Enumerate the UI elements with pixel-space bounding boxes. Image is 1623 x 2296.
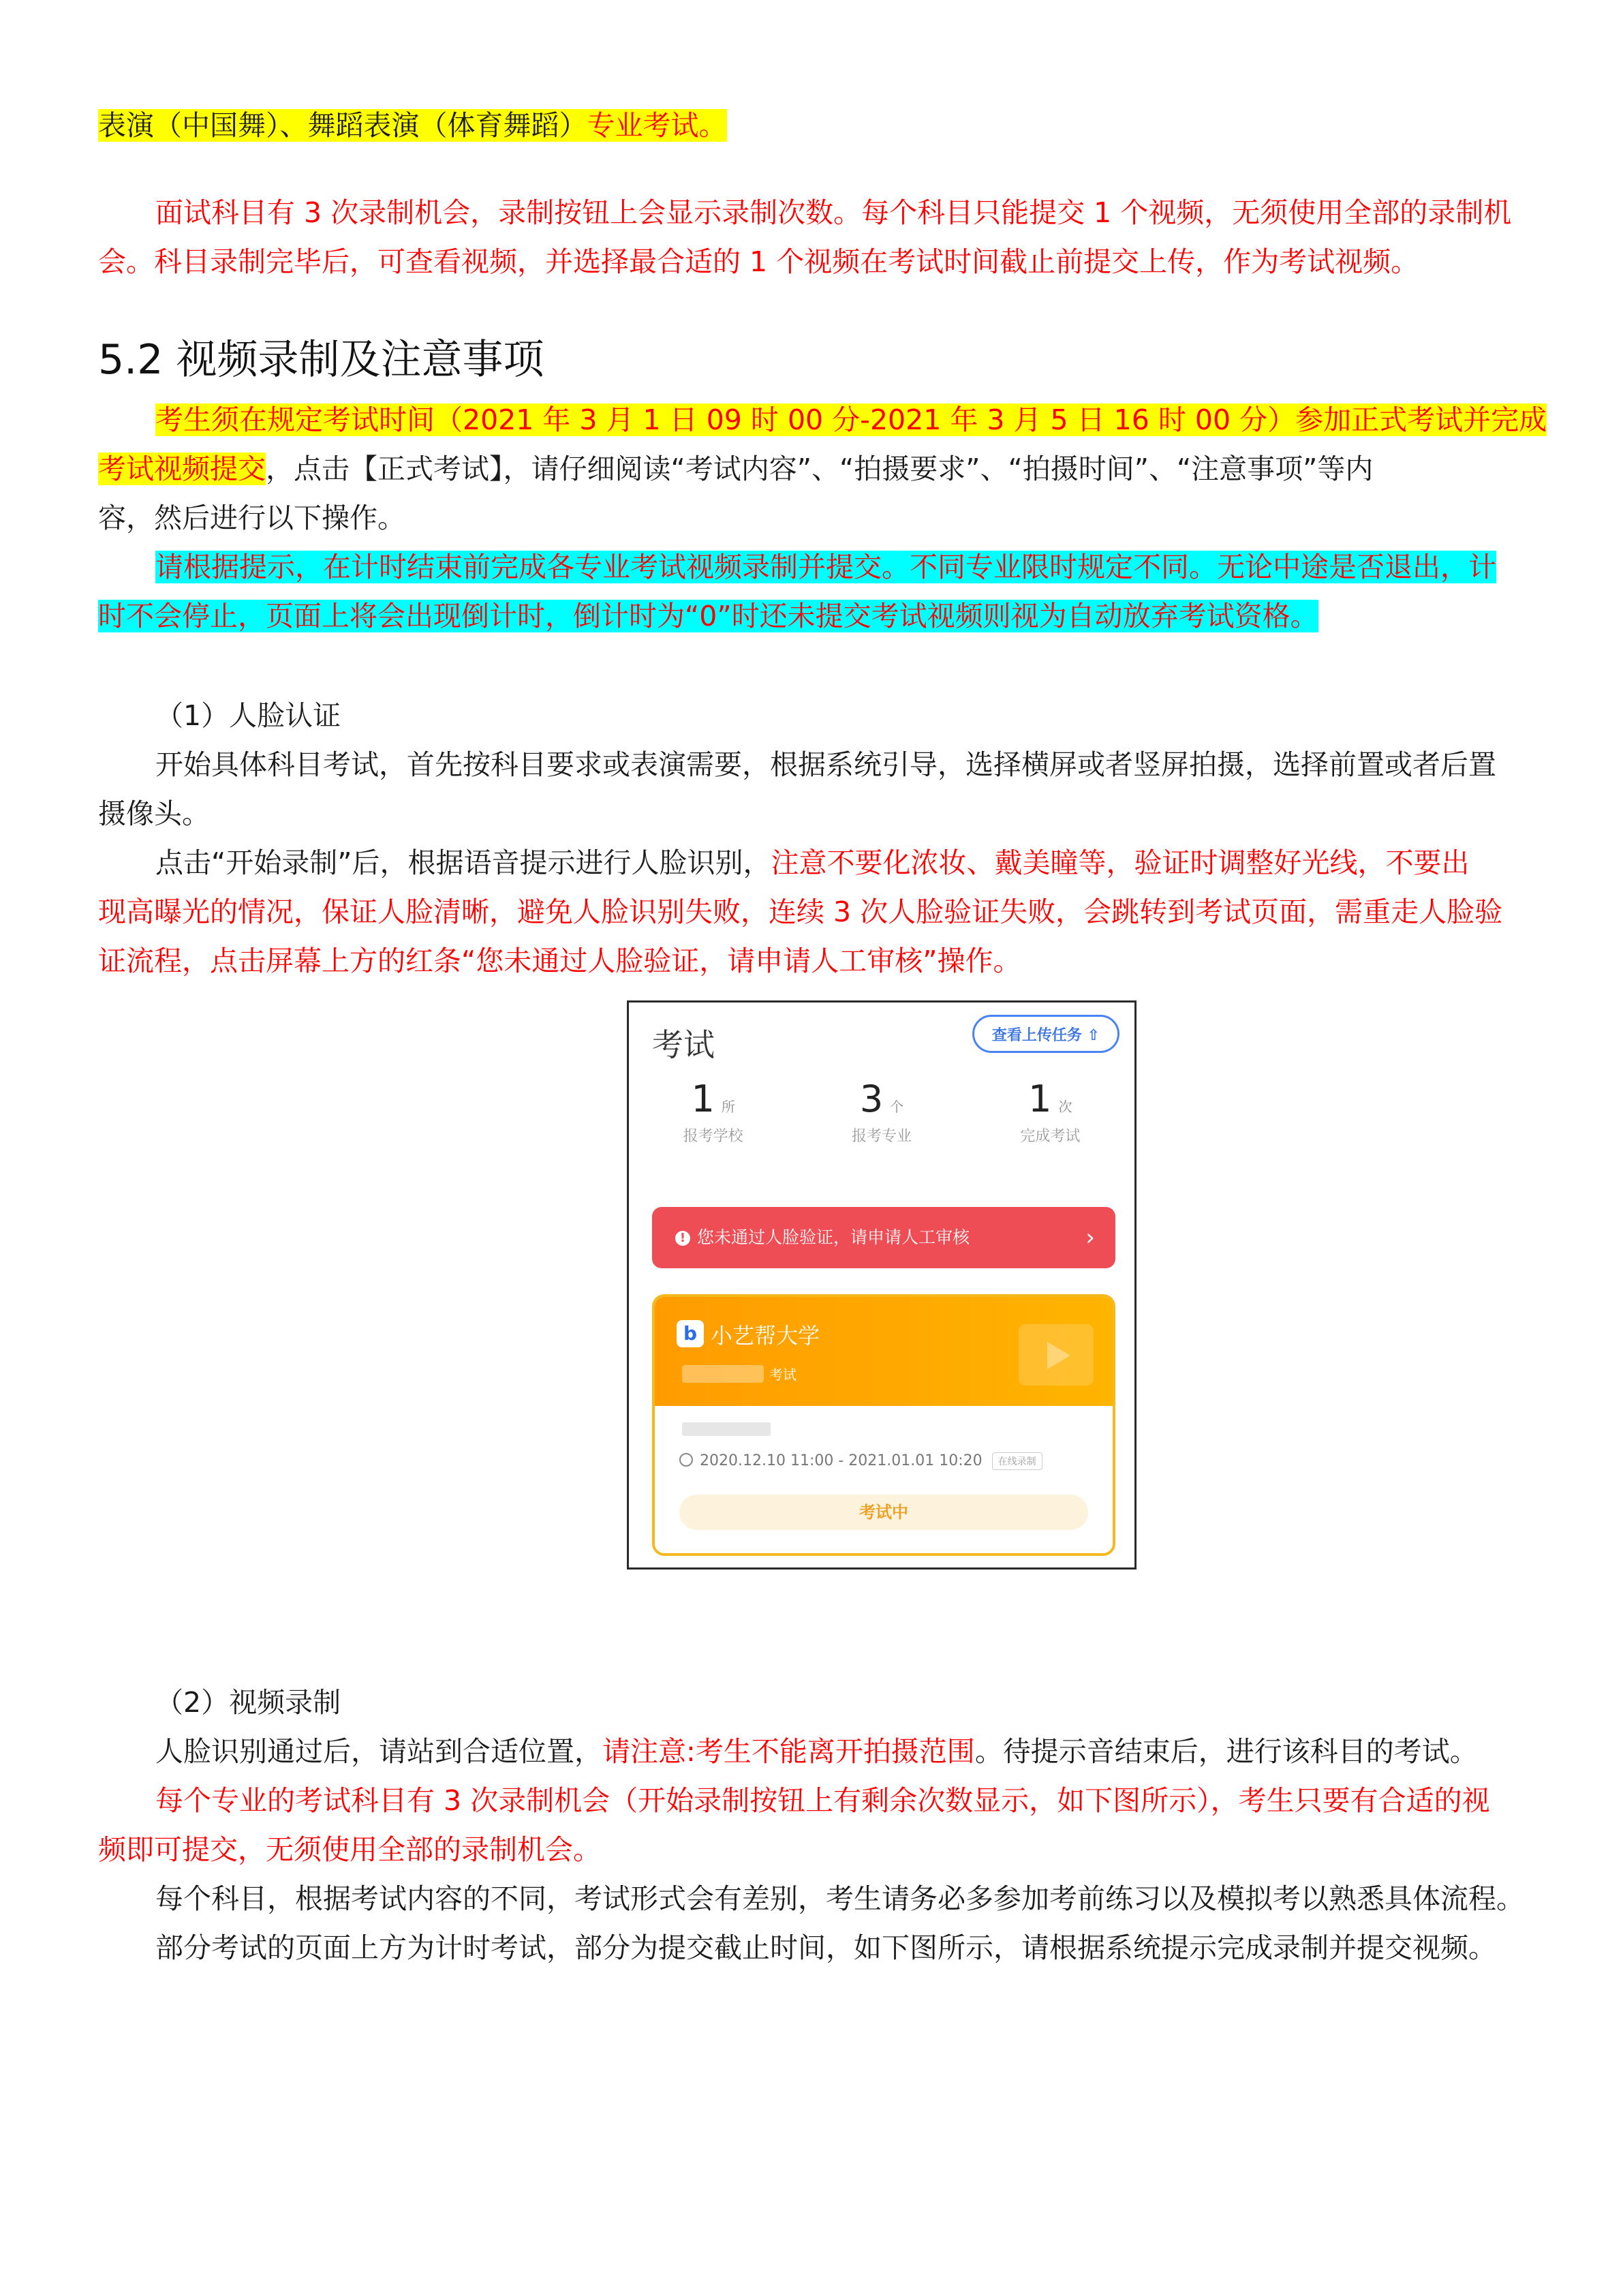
exam-card-body <box>655 1406 1113 1556</box>
section-heading: 5.2 视频录制及注意事项 <box>98 336 544 384</box>
phone-screenshot <box>627 1000 1137 1570</box>
record-paragraph-2: 每个专业的考试科目有 3 次录制机会（开始录制按钮上有剩余次数显示，如下图所示），考生只要有合适的视 频即可提交，无须使用全部的录制机会。 <box>98 1784 1490 1866</box>
record-paragraph-3: 每个科目，根据考试内容的不同，考试形式会有差别，考生请务必多参加考前练习以及模拟考以熟悉具体流程。 <box>155 1882 1524 1915</box>
face-auth-paragraph-1: 开始具体科目考试，首先按科目要求或表演需要，根据系统引导，选择横屏或者竖屏拍摄，选择前置或者后置 摄像头。 <box>98 748 1496 830</box>
subheading-video-record: （2）视频录制 <box>155 1686 341 1719</box>
exclamation-icon: ! <box>675 1231 690 1246</box>
play-icon <box>1019 1324 1094 1386</box>
notice-paragraph: 面试科目有 3 次录制机会，录制按钮上会显示录制次数。每个科目只能提交 1 个视频，无须使用全部的录制机 会。科目录制完毕后，可查看视频，并选择最合适的 1 个视频在考试时间截止前提交上传，作为考试视频。 <box>98 196 1512 278</box>
chevron-right-icon: › <box>1085 1224 1095 1251</box>
face-auth-paragraph-2: 点击“开始录制”后，根据语音提示进行人脸识别，注意不要化浓妆、戴美瞳等，验证时调整好光线，不要出 现高曝光的情况，保证人脸清晰，避免人脸识别失败，连续 3 次人脸验证失败，会跳转到考试页面，需重走人脸验 证流程，点击屏幕上方的红条“您未通过人脸验证，请申请人工审核”操作。 <box>98 846 1503 977</box>
view-upload-tasks-button[interactable]: 查看上传任务 ⇧ <box>972 1015 1119 1053</box>
record-paragraph-1: 人脸识别通过后，请站到合适位置，请注意:考生不能离开拍摄范围。待提示音结束后，进行该科目的考试。 <box>155 1735 1478 1768</box>
face-verification-alert-bar[interactable]: ! 您未通过人脸验证，请申请人工审核 › <box>652 1207 1115 1268</box>
stats-row <box>629 1077 1134 1146</box>
stat-schools: 1 所 报考学校 <box>683 1077 743 1145</box>
blurred-subject <box>682 1422 771 1436</box>
school-logo-icon: b <box>677 1320 704 1347</box>
exam-label: 考试 <box>769 1366 797 1383</box>
phone-title: 考试 <box>652 1026 715 1063</box>
exam-time-range: 2020.12.10 11:00 - 2021.01.01 10:20 在线录制 <box>679 1452 1042 1470</box>
record-paragraph-4: 部分考试的页面上方为计时考试，部分为提交截止时间，如下图所示，请根据系统提示完成录制并提交视频。 <box>155 1931 1496 1964</box>
blurred-major <box>682 1365 764 1383</box>
subheading-face-auth: （1）人脸认证 <box>155 699 341 732</box>
exam-time-paragraph: 考生须在规定考试时间（2021 年 3 月 1 日 09 时 00 分-2021 年 3 月 5 日 16 时 00 分）参加正式考试并完成 考试视频提交，点击【正式考试】，请仔细阅读“考试内容”、“拍摄要求”、“拍摄时间”、“注意事项”等内 容，然后进行以下操作。 <box>98 403 1547 534</box>
exam-card-header <box>655 1297 1113 1406</box>
stat-majors: 3 个 报考专业 <box>851 1077 912 1145</box>
stat-completed: 1 次 完成考试 <box>1020 1077 1081 1145</box>
countdown-paragraph: 请根据提示，在计时结束前完成各专业考试视频录制并提交。不同专业限时规定不同。无论中途是否退出，计 时不会停止，页面上将会出现倒计时，倒计时为“0”时还未提交考试视频则视为自动放弃考试资格。 <box>98 551 1496 632</box>
clock-icon <box>679 1453 693 1467</box>
exam-in-progress-button[interactable]: 考试中 <box>679 1495 1088 1530</box>
exam-card[interactable] <box>652 1294 1115 1556</box>
intro-text-highlight: 表演（中国舞）、舞蹈表演（体育舞蹈）专业考试。 <box>98 109 727 142</box>
upload-icon: ⇧ <box>1087 1027 1100 1044</box>
intro-paragraph <box>98 101 1536 150</box>
school-name: 小艺帮大学 <box>711 1323 820 1349</box>
online-record-tag: 在线录制 <box>992 1452 1042 1470</box>
